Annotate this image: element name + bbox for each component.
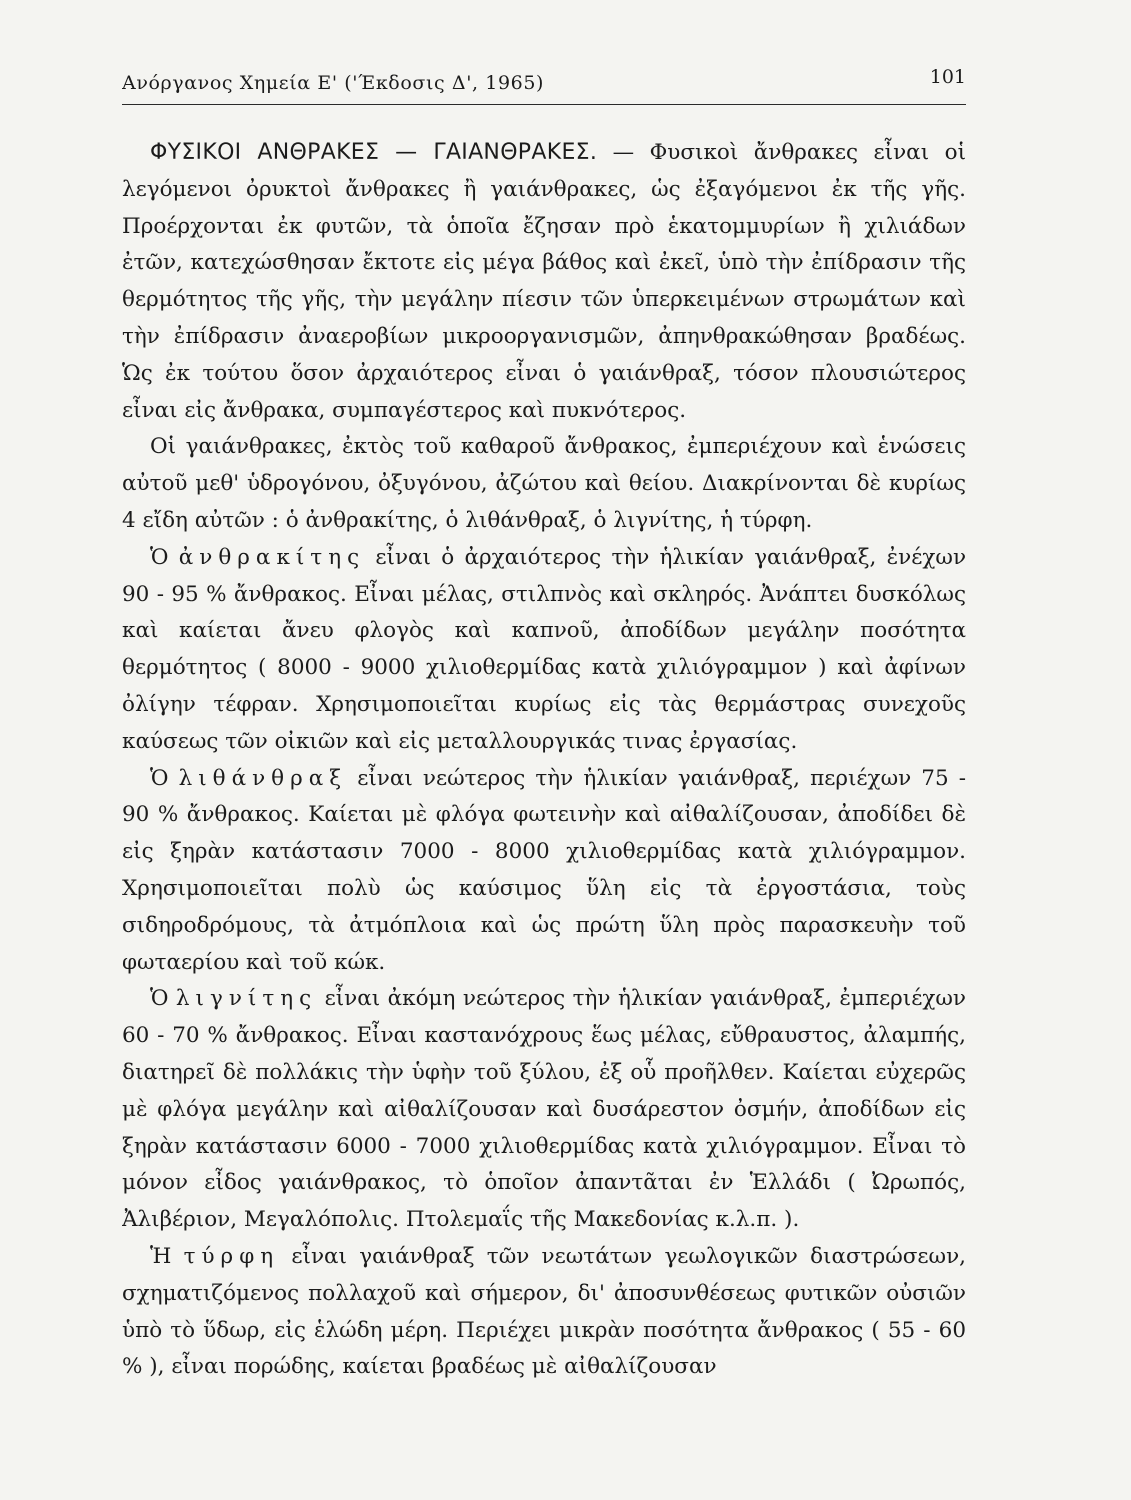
paragraph-lead: Ἡ [150, 1243, 184, 1269]
paragraph-text: εἶναι ἀκόμη νεώτερος τὴν ἡλικίαν γαιάνθραξ, ἐμπεριέχων 60 - 70 % ἄνθρακος. Εἶναι καστανόχρους ἕως μέλας, εὔθραυστος, ἀλαμπής, διατηρεῖ δὲ πολλάκις τὴν ὑφὴν τοῦ ξύλου, ἐξ οὗ προῆλθεν. Καίεται εὐχερῶς μὲ φλόγα μεγάλην καὶ αἰθαλίζουσαν καὶ δυσάρεστον ὀσμήν, ἀποδίδων εἰς ξηρὰν κατάστασιν 6000 - 7000 χιλιοθερμίδας κατὰ χιλιόγραμμον. Εἶναι τὸ μόνον εἶδος γαιάνθρακος, τὸ ὁποῖον ἀπαντᾶται ἐν Ἑλλάδι ( Ὠρωπός, Ἀλιβέριον, Μεγαλόπολις. Πτολεμαΐς τῆς Μακεδονίας κ.λ.π. ). [122, 986, 966, 1233]
paragraph-text: Οἱ γαιάνθρακες, ἐκτὸς τοῦ καθαροῦ ἄνθρακος, ἐμπεριέχουν καὶ ἑνώσεις αὐτοῦ μεθ' ὑδρογόνου, ὀξυγόνου, ἀζώτου καὶ θείου. Διακρίνονται δὲ κυρίως 4 εἴδη αὐτῶν : ὁ ἀνθρακίτης, ὁ λιθάνθραξ, ὁ λιγνίτης, ἡ τύρφη. [122, 434, 966, 533]
paragraph-lead: Ὁ [150, 765, 179, 791]
paragraph-anthracite [122, 540, 966, 761]
term-peat: τύρφη [183, 1243, 280, 1269]
running-title: Ανόργανος Χημεία Ε' ('Έκδοσις Δ', 1965) [122, 72, 545, 94]
paragraph-natural-coals [122, 135, 966, 429]
term-bituminous: λιθάνθραξ [178, 765, 348, 791]
paragraph-composition [122, 429, 966, 539]
page-number: 101 [929, 66, 966, 88]
term-lignite: λιγνίτης [175, 986, 318, 1012]
running-head [122, 62, 966, 105]
book-page [122, 62, 966, 1472]
paragraph-text: — Φυσικοὶ ἄνθρακες εἶναι οἱ λεγόμενοι ὀρυκτοὶ ἄνθρακες ἢ γαιάνθρακες, ὡς ἐξαγόμενοι ἐκ τῆς γῆς. Προέρχονται ἐκ φυτῶν, τὰ ὁποῖα ἔζησαν πρὸ ἑκατομμυρίων ἢ χιλιάδων ἐτῶν, κατεχώσθησαν ἔκτοτε εἰς μέγα βάθος καὶ ἐκεῖ, ὑπὸ τὴν ἐπίδρασιν τῆς θερμότητος τῆς γῆς, τὴν μεγάλην πίεσιν τῶν ὑπερκειμένων στρωμάτων καὶ τὴν ἐπίδρασιν ἀναεροβίων μικροοργανισμῶν, ἀπηνθρακώθησαν βραδέως. Ὡς ἐκ τούτου ὅσον ἀρχαιότερος εἶναι ὁ γαιάνθραξ, τόσον πλουσιώτερος εἶναι εἰς ἄνθρακα, συμπαγέστερος καὶ πυκνότερος. [122, 140, 966, 423]
paragraph-lignite [122, 981, 966, 1239]
section-heading: ΦΥΣΙΚΟΙ ΑΝΘΡΑΚΕΣ — ΓΑΙΑΝΘΡΑΚΕΣ. [150, 140, 598, 165]
paragraph-lead: Ὁ [150, 986, 176, 1012]
paragraph-lead: Ὁ [150, 544, 179, 570]
paragraph-text: εἶναι ὁ ἀρχαιότερος τὴν ἡλικίαν γαιάνθραξ, ἐνέχων 90 - 95 % ἄνθρακος. Εἶναι μέλας, στιλπνὸς καὶ σκληρός. Ἀνάπτει δυσκόλως καὶ καίεται ἄνευ φλογὸς καὶ καπνοῦ, ἀποδίδων μεγάλην ποσότητα θερμότητος ( 8000 - 9000 χιλιοθερμίδας κατὰ χιλιόγραμμον ) καὶ ἀφίνων ὀλίγην τέφραν. Χρησιμοποιεῖται κυρίως εἰς τὰς θερμάστρας συνεχοῦς καύσεως τῶν οἰκιῶν καὶ εἰς μεταλλουργικάς τινας ἐργασίας. [122, 544, 966, 754]
paragraph-peat [122, 1239, 966, 1386]
body-text [122, 135, 966, 1386]
term-anthracite: ἀνθρακίτης [178, 544, 366, 570]
paragraph-text: εἶναι νεώτερος τὴν ἡλικίαν γαιάνθραξ, περιέχων 75 - 90 % ἄνθρακος. Καίεται μὲ φλόγα φωτεινὴν καὶ αἰθαλίζουσαν, ἀποδίδει δὲ εἰς ξηρὰν κατάστασιν 7000 - 8000 χιλιοθερμίδας κατὰ χιλιόγραμμον. Χρησιμοποιεῖται πολὺ ὡς καύσιμος ὕλη εἰς τὰ ἐργοστάσια, τοὺς σιδηροδρόμους, τὰ ἀτμόπλοια καὶ ὡς πρώτη ὕλη πρὸς παρασκευὴν τοῦ φωταερίου καὶ τοῦ κώκ. [122, 765, 966, 975]
paragraph-text: εἶναι γαιάνθραξ τῶν νεωτάτων γεωλογικῶν διαστρώσεων, σχηματιζόμενος πολλαχοῦ καὶ σήμερον, δι' ἀποσυνθέσεως φυτικῶν οὐσιῶν ὑπὸ τὸ ὕδωρ, εἰς ἑλώδη μέρη. Περιέχει μικρὰν ποσότητα ἄνθρακος ( 55 - 60 % ), εἶναι πορώδης, καίεται βραδέως μὲ αἰθαλίζουσαν [122, 1243, 966, 1380]
paragraph-bituminous [122, 761, 966, 982]
